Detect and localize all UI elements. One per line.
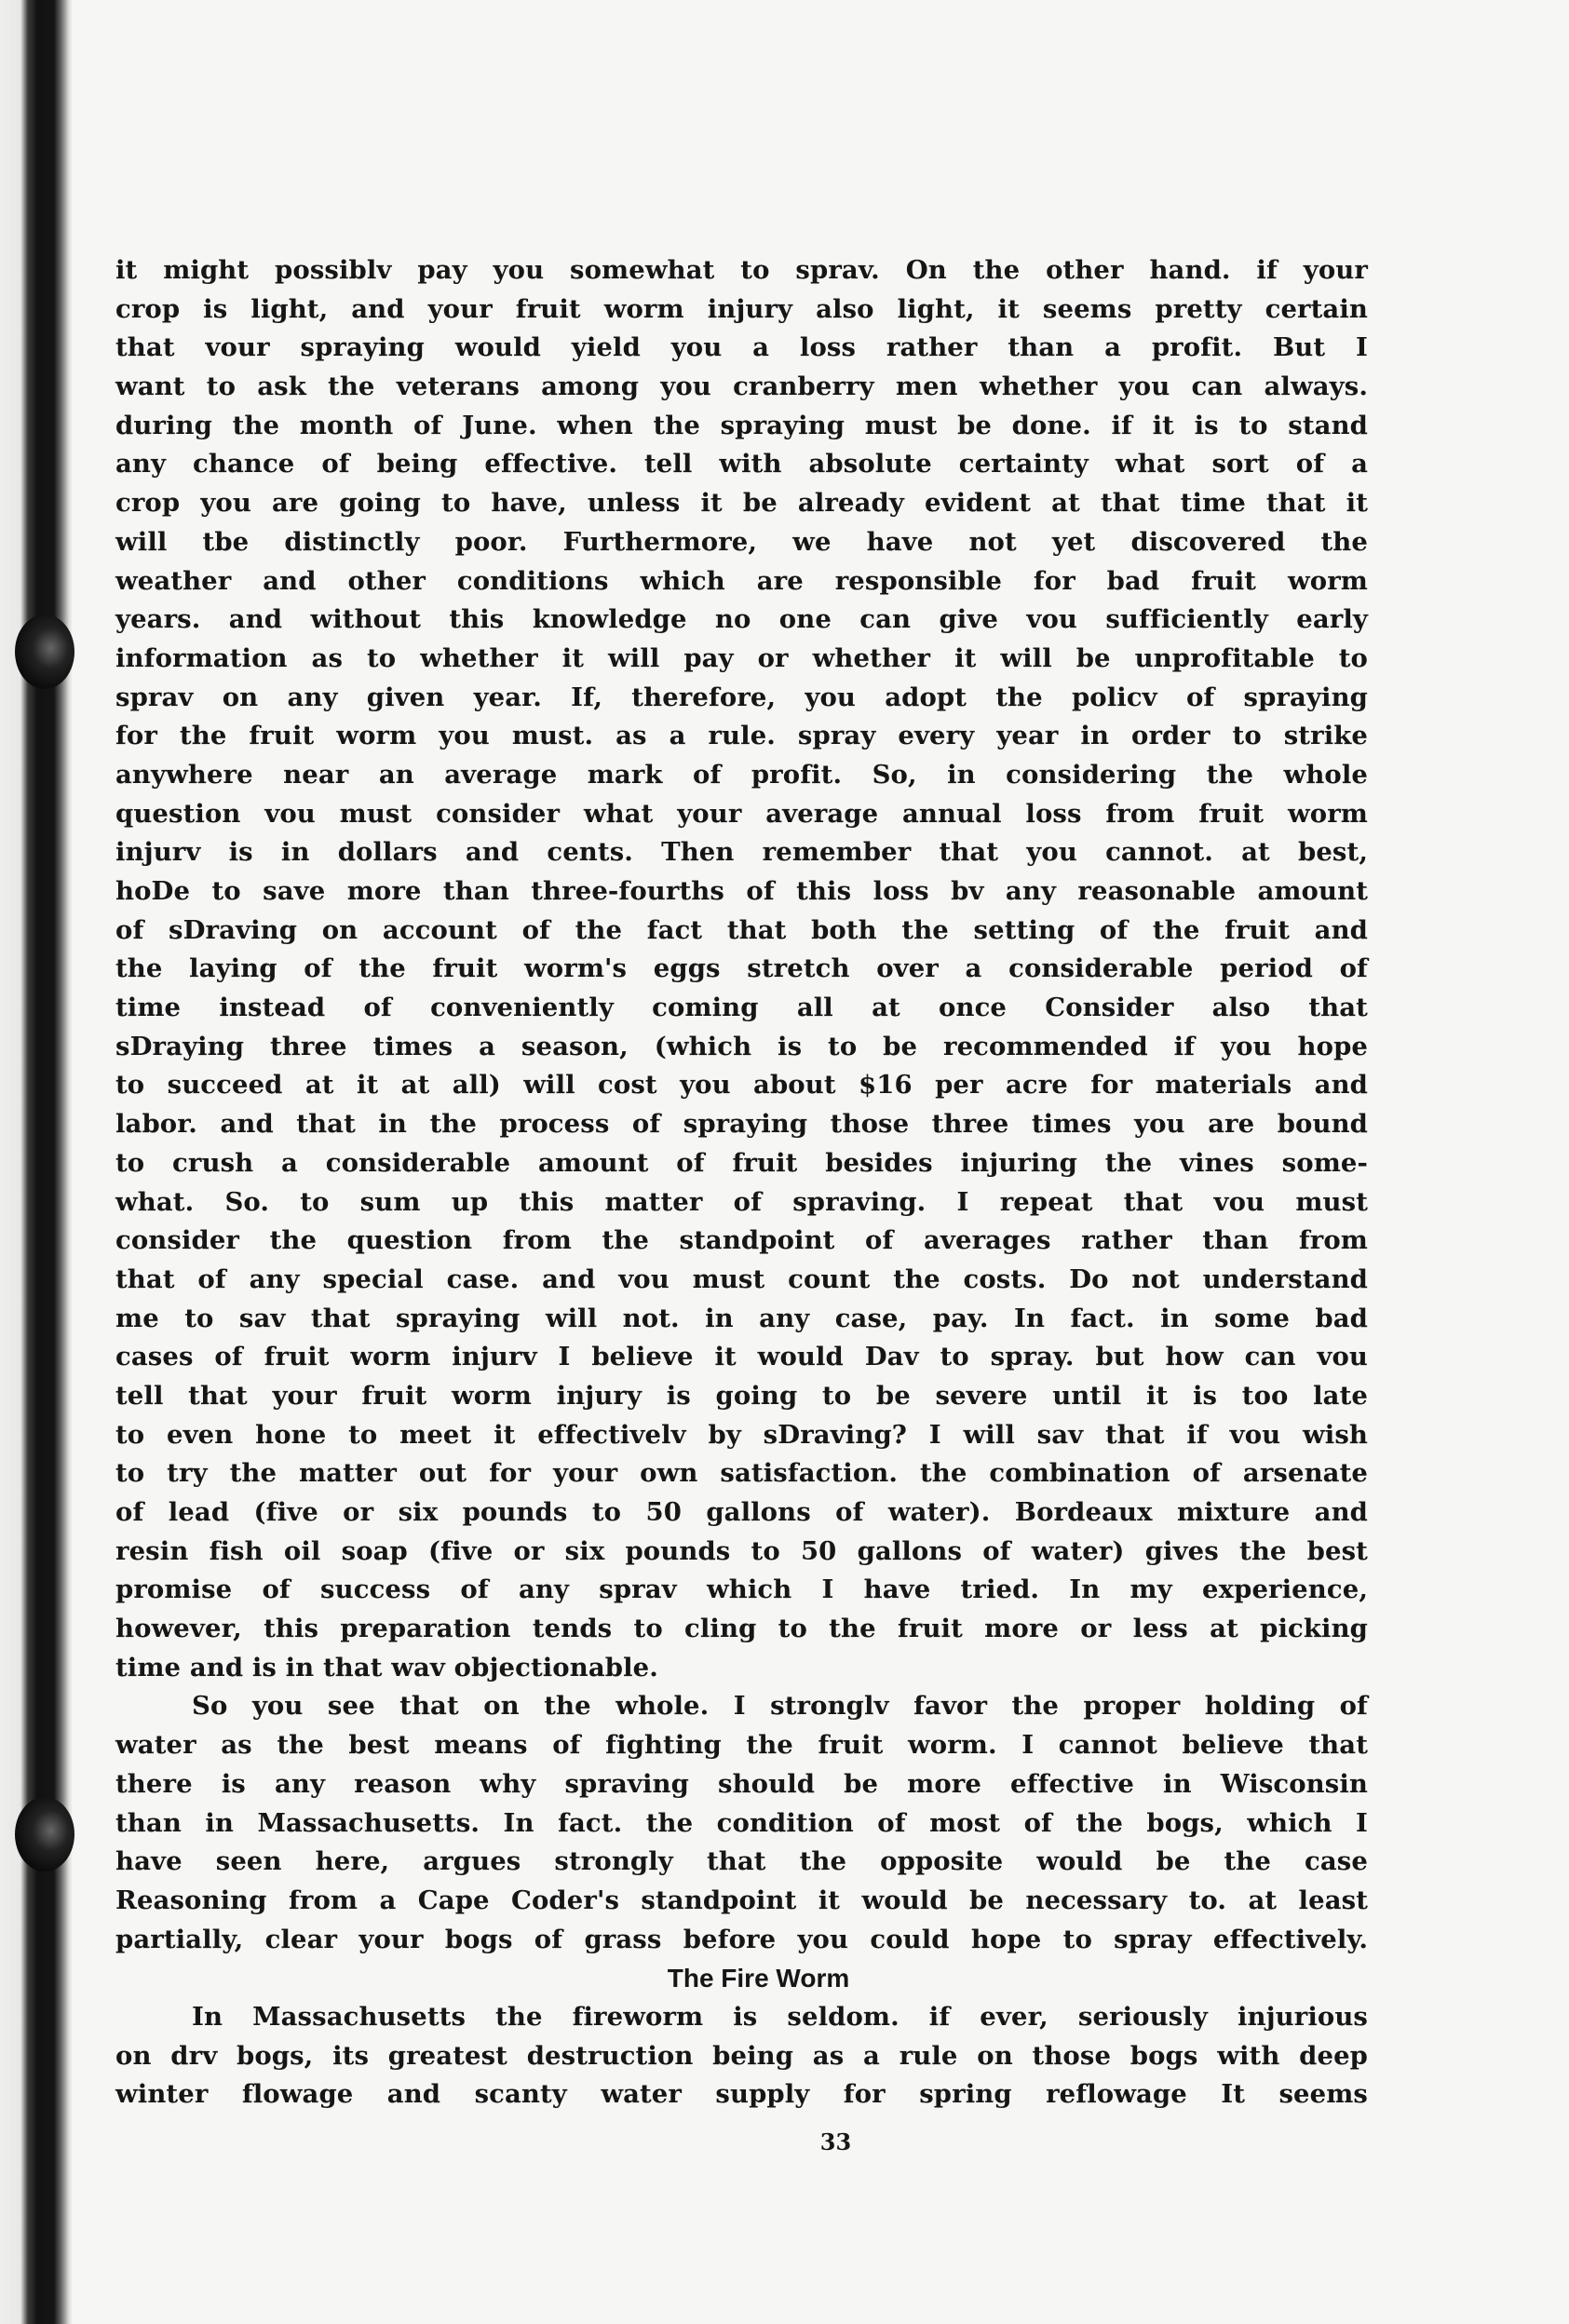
text-line: crop you are going to have, unless it be already evident at that time that it xyxy=(115,488,1368,519)
text-line: however, this preparation tends to cling to the fruit more or less at picking xyxy=(115,1614,1368,1644)
section-heading: The Fire Worm xyxy=(667,1964,850,1993)
text-line: injurv is in dollars and cents. Then remember that you cannot. at best, xyxy=(115,837,1368,868)
text-line: tell that your fruit worm injury is going to be severe until it is too late xyxy=(115,1380,1368,1411)
text-line: will tbe distinctly poor. Furthermore, we have not yet discovered the xyxy=(115,526,1368,557)
text-line: time and is in that wav objectionable. xyxy=(115,1652,658,1682)
text-line: crop is light, and your fruit worm injury also light, it seems pretty certain xyxy=(115,293,1368,324)
text-line: weather and other conditions which are responsible for bad fruit worm xyxy=(115,565,1368,596)
page-body xyxy=(115,251,1368,2115)
text-line: of sDraving on account of the fact that both the setting of the fruit and xyxy=(115,914,1368,945)
text-line: to try the matter out for your own satisfaction. the combination of arsenate xyxy=(115,1458,1368,1489)
binding-hole xyxy=(15,615,74,689)
page-number: 33 xyxy=(819,2128,852,2155)
text-line: anywhere near an average mark of profit. So, in considering the whole xyxy=(115,759,1368,790)
text-line: partially, clear your bogs of grass before you could hope to spray effectively. xyxy=(115,1924,1368,1954)
text-line: In Massachusetts the fireworm is seldom. if ever, seriously injurious xyxy=(192,2001,1368,2032)
text-line: Reasoning from a Cape Coder's standpoint it would be necessary to. at least xyxy=(115,1885,1368,1915)
text-line: of lead (five or six pounds to 50 gallons of water). Bordeaux mixture and xyxy=(115,1497,1368,1527)
paragraph-1 xyxy=(115,251,1368,1687)
text-line: sprav on any given year. If, therefore, you adopt the policv of spraying xyxy=(115,682,1368,712)
text-line: that of any special case. and vou must count the costs. Do not understand xyxy=(115,1263,1368,1294)
text-line: to succeed at it at all) will cost you about $16 per acre for materials and xyxy=(115,1070,1368,1101)
text-line: hoDe to save more than three-fourths of this loss bv any reasonable amount xyxy=(115,876,1368,906)
text-line: time instead of conveniently coming all at once Consider also that xyxy=(115,993,1368,1023)
text-line: what. So. to sum up this matter of spraving. I repeat that vou must xyxy=(115,1186,1368,1217)
binding-hole xyxy=(15,1797,74,1871)
book-binding-spine xyxy=(0,0,73,2324)
text-line: during the month of June. when the spraying must be done. if it is to stand xyxy=(115,410,1368,440)
text-line: it might possiblv pay you somewhat to sprav. On the other hand. if your xyxy=(115,255,1368,285)
text-line: labor. and that in the process of spraying those three times you are bound xyxy=(115,1109,1368,1140)
paragraph-3 xyxy=(115,1998,1368,2115)
text-line: the laying of the fruit worm's eggs stretch over a considerable period of xyxy=(115,953,1368,984)
text-line: So you see that on the whole. I stronglv favor the proper holding of xyxy=(192,1691,1368,1722)
text-line: winter flowage and scanty water supply for spring reflowage It seems xyxy=(115,2079,1368,2110)
text-line: have seen here, argues strongly that the opposite would be the case xyxy=(115,1846,1368,1877)
text-line: on drv bogs, its greatest destruction being as a rule on those bogs with deep xyxy=(115,2040,1368,2071)
text-line: sDraying three times a season, (which is to be recommended if you hope xyxy=(115,1031,1368,1061)
text-line: promise of success of any sprav which I have tried. In my experience, xyxy=(115,1574,1368,1605)
text-line: any chance of being effective. tell with absolute certainty what sort of a xyxy=(115,449,1368,480)
text-line: water as the best means of fighting the fruit worm. I cannot believe that xyxy=(115,1730,1368,1761)
text-line: cases of fruit worm injurv I believe it would Dav to spray. but how can vou xyxy=(115,1342,1368,1372)
text-line: there is any reason why spraving should be more effective in Wisconsin xyxy=(115,1768,1368,1799)
text-line: for the fruit worm you must. as a rule. spray every year in order to strike xyxy=(115,721,1368,751)
text-line: want to ask the veterans among you cranberry men whether you can always. xyxy=(115,372,1368,402)
text-line: than in Massachusetts. In fact. the condition of most of the bogs, which I xyxy=(115,1807,1368,1838)
text-line: question vou must consider what your average annual loss from fruit worm xyxy=(115,798,1368,829)
text-line: me to sav that spraying will not. in any case, pay. In fact. in some bad xyxy=(115,1303,1368,1333)
text-line: to even hone to meet it effectivelv by sDraving? I will sav that if vou wish xyxy=(115,1419,1368,1450)
text-line: consider the question from the standpoint of averages rather than from xyxy=(115,1225,1368,1256)
text-line: years. and without this knowledge no one can give vou sufficiently early xyxy=(115,604,1368,635)
text-line: that vour spraying would yield you a loss rather than a profit. But I xyxy=(115,332,1368,363)
text-line: information as to whether it will pay or whether it will be unprofitable to xyxy=(115,642,1368,673)
text-line: to crush a considerable amount of fruit besides injuring the vines some- xyxy=(115,1147,1368,1178)
text-line: resin fish oil soap (five or six pounds to 50 gallons of water) gives the best xyxy=(115,1535,1368,1566)
paragraph-2 xyxy=(115,1687,1368,1959)
